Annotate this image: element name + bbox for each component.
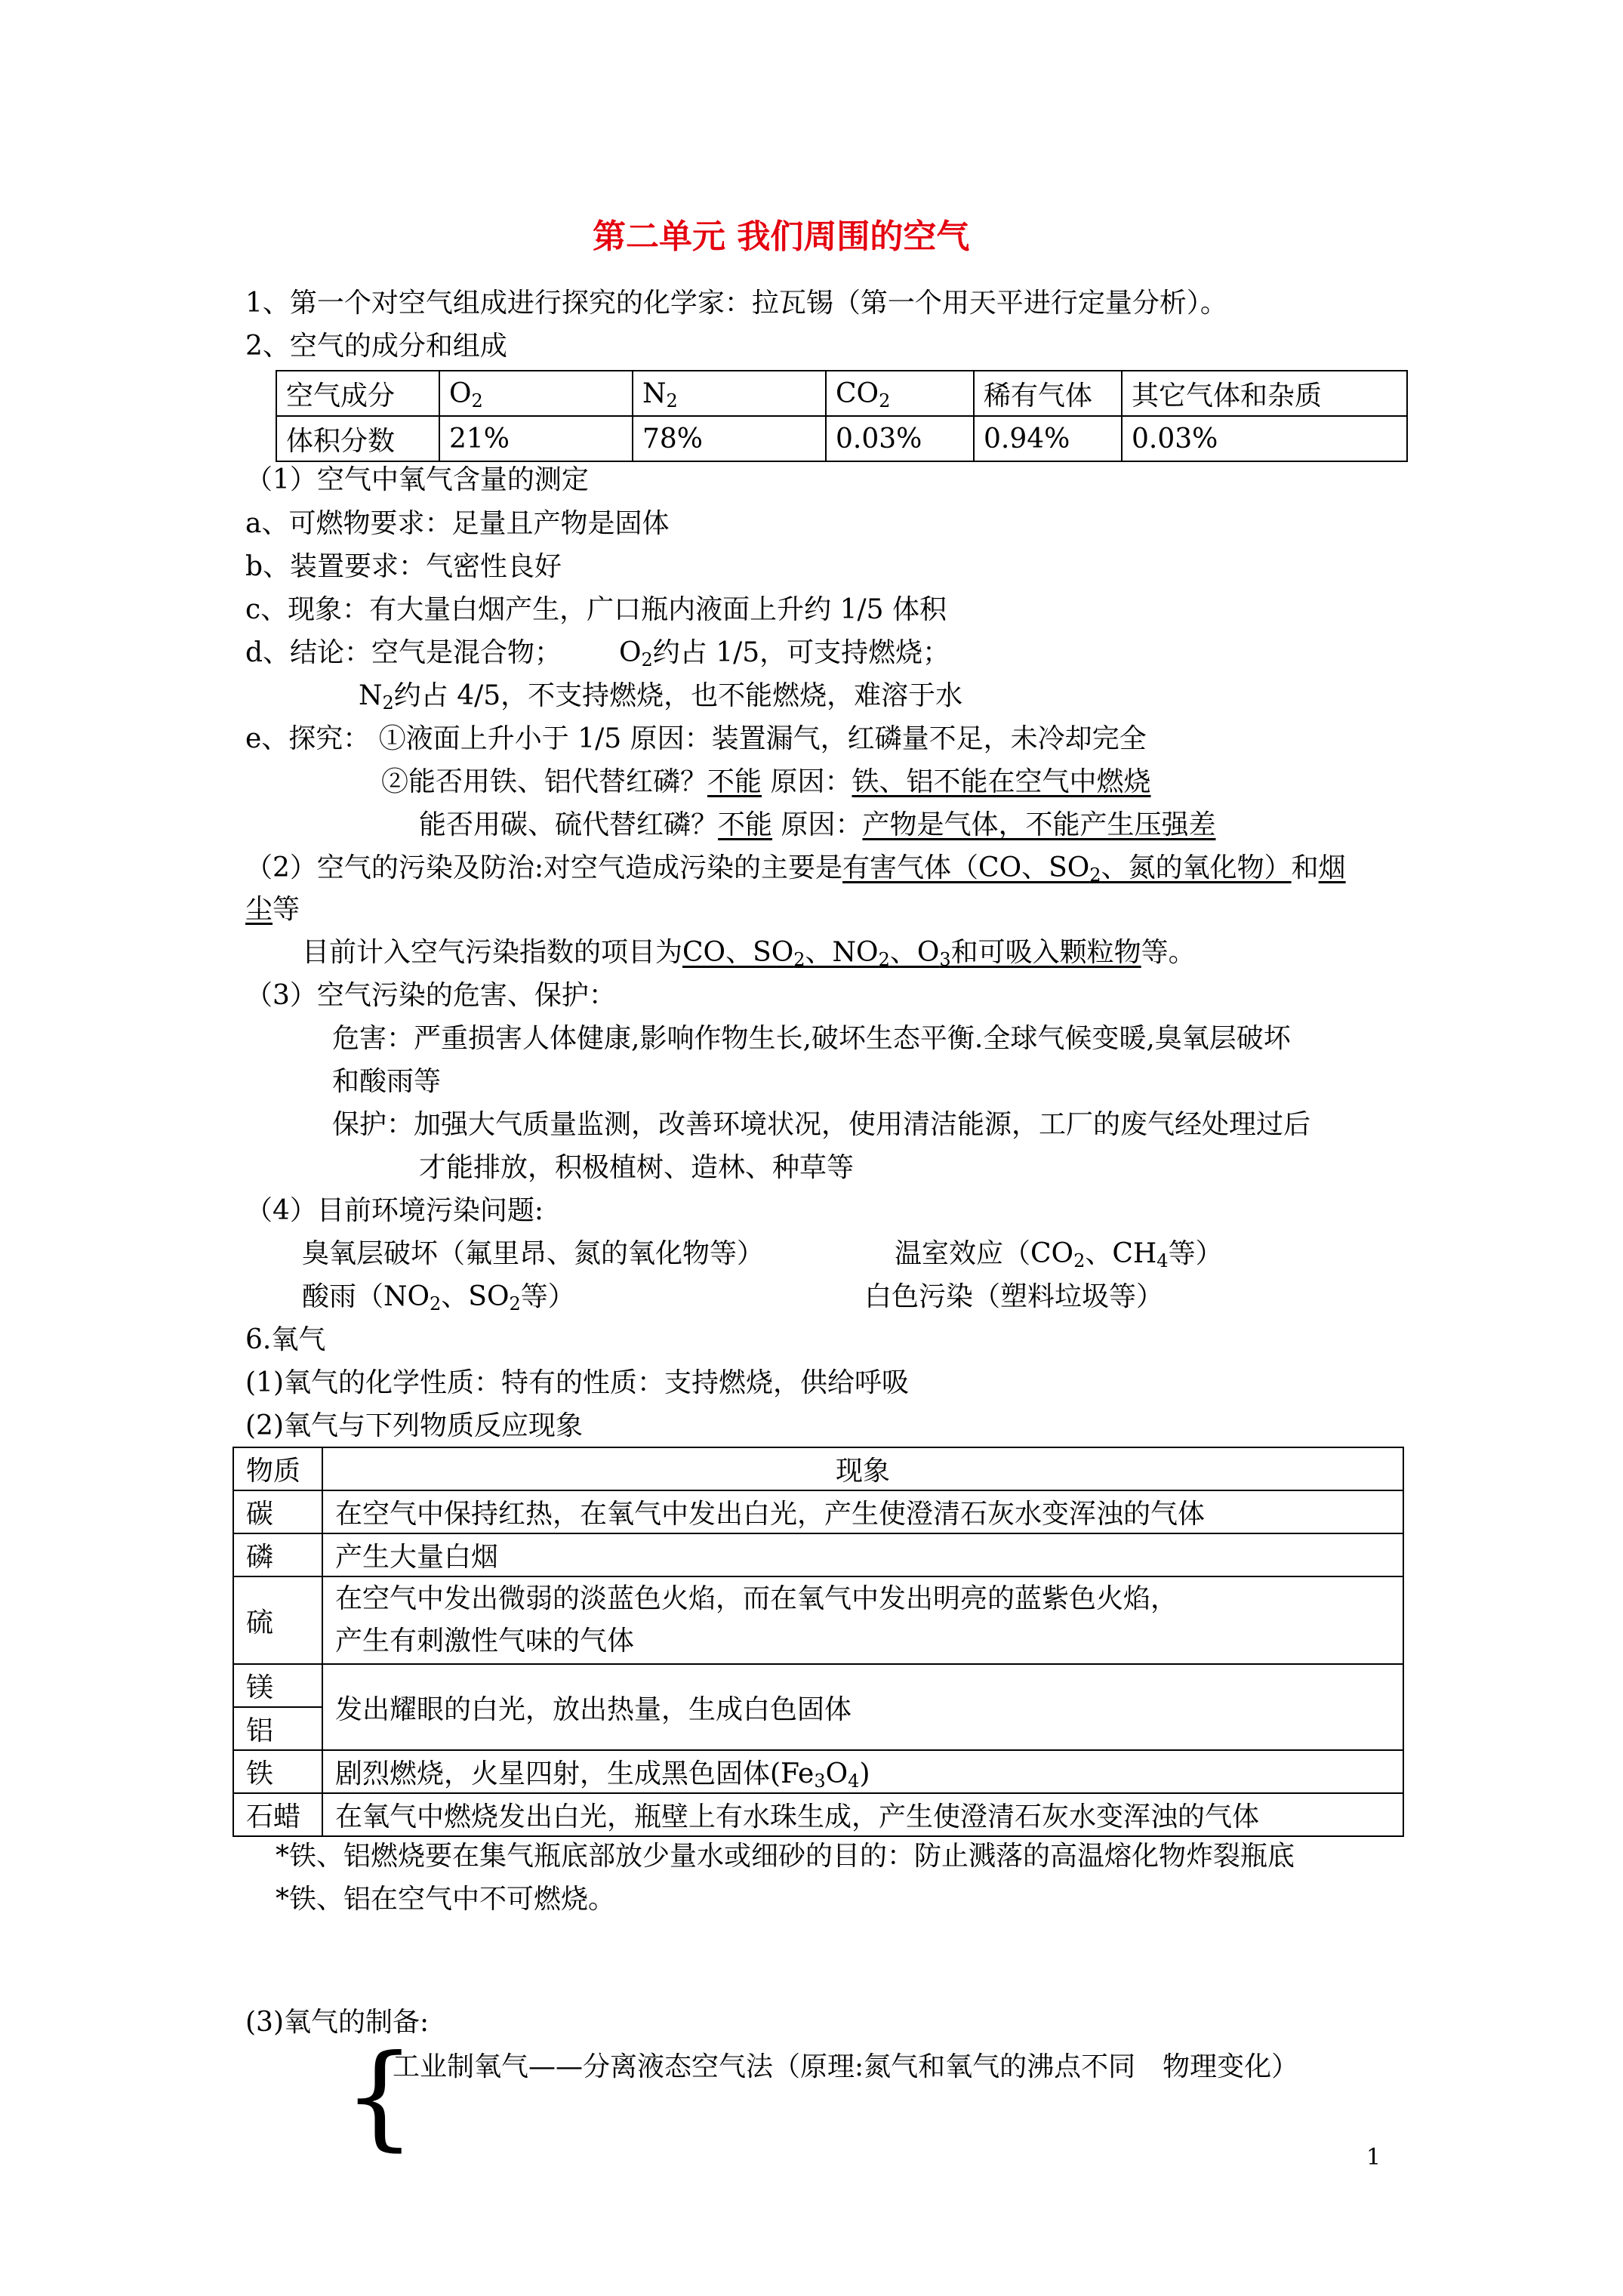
text: 目前计入空气污染指数的项目为 (302, 937, 683, 968)
section-3-heading: （3）空气污染的危害、保护： (245, 980, 616, 1011)
reason-text: 铁、铝不能在空气中燃烧 (852, 766, 1151, 797)
issue-ozone: 臭氧层破坏（氟里昂、氮的氧化物等） (302, 1238, 765, 1269)
table-cell: 0.94% (974, 416, 1122, 461)
oxygen-reaction-table (233, 1447, 1404, 1837)
text: 和 (1291, 852, 1319, 883)
item-e-2 (381, 766, 1151, 799)
section-prep-heading: (3)氧气的制备: (245, 2007, 430, 2038)
table-cell (322, 1576, 1403, 1664)
reason-label: 原因： (772, 809, 863, 840)
table-row (233, 1664, 1403, 1707)
table-cell: $N_2$ (633, 371, 826, 416)
section-2-line-3 (302, 936, 1196, 969)
item-e: e、探究： ①液面上升小于 1/5 原因：装置漏气，红磷量不足，未冷却完全 (245, 723, 1147, 754)
table-cell: 空气成分 (276, 371, 439, 416)
answer-text: 不能 (718, 809, 773, 840)
industrial-method: 工业制氧气——分离液态空气法（原理:氮气和氧气的沸点不同 物理变化） (393, 2051, 1299, 2082)
table-row (233, 1447, 1403, 1490)
item-b: b、装置要求：气密性良好 (245, 551, 562, 582)
item-e-3 (419, 809, 1216, 842)
table-cell: 0.03% (1122, 416, 1407, 461)
section-2-line-1 (245, 852, 1346, 885)
oxygen-property: (1)氧气的化学性质：特有的性质：支持燃烧，供给呼吸 (245, 1367, 909, 1398)
note-1: *铁、铝燃烧要在集气瓶底部放少量水或细砂的目的：防止溅落的高温熔化物炸裂瓶底 (276, 1841, 1295, 1872)
table-row (233, 1576, 1403, 1664)
table-cell: 硫 (233, 1576, 322, 1664)
table-row (276, 371, 1407, 416)
issue-acid-rain: 酸雨（$NO_2$、$SO_2$等） (302, 1281, 575, 1314)
section-1-heading: （1）空气中氧气含量的测定 (245, 464, 589, 495)
text: （2）空气的污染及防治:对空气造成污染的主要是 (245, 852, 843, 883)
paragraph-2: 2、空气的成分和组成 (245, 331, 507, 362)
item-d: d、结论：空气是混合物； (245, 637, 562, 668)
text: 等。 (1141, 937, 1196, 968)
air-composition-table (276, 370, 1408, 462)
item-d-o2: $O_2$约占 1/5，可支持燃烧； (619, 637, 950, 670)
reason-label: 原因： (762, 766, 852, 797)
table-cell: 铝 (233, 1707, 322, 1750)
table-cell: 21% (439, 416, 633, 461)
issue-white-pollution: 白色污染（塑料垃圾等） (864, 1281, 1164, 1312)
table-cell: 碳 (233, 1490, 322, 1533)
table-cell: 其它气体和杂质 (1122, 371, 1407, 416)
table-row (233, 1793, 1403, 1836)
reason-text: 产物是气体，不能产生压强差 (862, 809, 1216, 840)
table-header-cell: 现象 (322, 1447, 1403, 1490)
oxygen-reactions-heading: (2)氧气与下列物质反应现象 (245, 1410, 583, 1441)
pollutants-text: 有害气体（CO、$SO_2$、氮的氧化物） (842, 852, 1292, 886)
question-text: 能否用碳、硫代替红磷？ (419, 809, 719, 840)
protect-line-1: 保护：加强大气质量监测，改善环境状况，使用清洁能源，工厂的废气经处理过后 (332, 1109, 1311, 1140)
table-row (233, 1750, 1403, 1793)
answer-text: 不能 (707, 766, 762, 797)
index-items-text: CO、$SO_2$、$NO_2$、$O_3$和可吸入颗粒物 (682, 937, 1141, 970)
table-cell: 石蜡 (233, 1793, 322, 1836)
table-header-cell: 物质 (233, 1447, 322, 1490)
item-a: a、可燃物要求：足量且产物是固体 (245, 508, 670, 539)
table-cell: 磷 (233, 1533, 322, 1576)
table-cell: 78% (633, 416, 826, 461)
table-cell: 在空气中保持红热，在氧气中发出白光，产生使澄清石灰水变浑浊的气体 (322, 1490, 1403, 1533)
left-brace: { (343, 2031, 416, 2162)
table-cell: $CO_2$ (826, 371, 974, 416)
section-6-heading: 6.氧气 (245, 1324, 326, 1355)
text: 等 (273, 894, 300, 925)
table-cell: 发出耀眼的白光，放出热量，生成白色固体 (322, 1664, 1403, 1750)
table-cell: 稀有气体 (974, 371, 1122, 416)
page-title: 第二单元 我们周围的空气 (593, 217, 970, 256)
table-cell: 铁 (233, 1750, 322, 1793)
question-text: ②能否用铁、铝代替红磷？ (381, 766, 708, 797)
table-row (233, 1533, 1403, 1576)
table-cell: 产生大量白烟 (322, 1533, 1403, 1576)
cell-line: 产生有刺激性气味的气体 (335, 1626, 635, 1657)
paragraph-1: 1、第一个对空气组成进行探究的化学家：拉瓦锡（第一个用天平进行定量分析）。 (245, 288, 1227, 319)
item-c: c、现象：有大量白烟产生，广口瓶内液面上升约 1/5 体积 (245, 594, 947, 625)
table-cell: $O_2$ (439, 371, 633, 416)
table-cell: 在氧气中燃烧发出白光，瓶壁上有水珠生成，产生使澄清石灰水变浑浊的气体 (322, 1793, 1403, 1836)
table-row (276, 416, 1407, 461)
cell-line: 在空气中发出微弱的淡蓝色火焰，而在氧气中发出明亮的蓝紫色火焰， (335, 1583, 1178, 1614)
harm-line-1: 危害：严重损害人体健康,影响作物生长,破坏生态平衡.全球气候变暖,臭氧层破坏 (332, 1023, 1291, 1054)
table-cell: 镁 (233, 1664, 322, 1707)
section-4-heading: （4）目前环境污染问题: (245, 1195, 544, 1226)
issue-greenhouse: 温室效应（$CO_2$、$CH_4$等） (895, 1238, 1223, 1271)
table-cell: 剧烈燃烧，火星四射，生成黑色固体$(Fe_3O_4)$ (322, 1750, 1403, 1793)
protect-line-2: 才能排放，积极植树、造林、种草等 (419, 1152, 855, 1183)
page-number: 1 (1366, 2144, 1381, 2171)
harm-line-2: 和酸雨等 (332, 1066, 442, 1097)
section-2-line-2 (245, 893, 300, 926)
table-cell: 0.03% (826, 416, 974, 461)
dust-text: 尘 (245, 894, 273, 925)
dust-text: 烟 (1318, 852, 1346, 883)
table-cell: 体积分数 (276, 416, 439, 461)
item-d-n2: $N_2$约占 4/5，不支持燃烧，也不能燃烧，难溶于水 (359, 680, 963, 713)
table-row (233, 1490, 1403, 1533)
note-2: *铁、铝在空气中不可燃烧。 (276, 1884, 616, 1915)
